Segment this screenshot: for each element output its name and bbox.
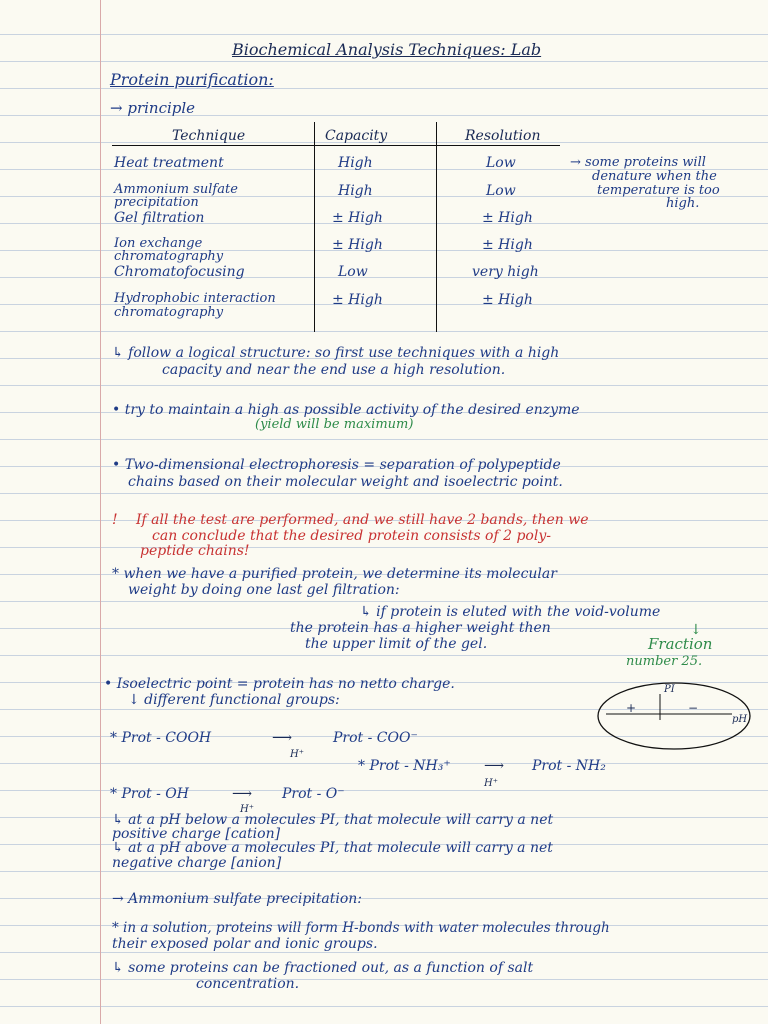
header-capacity: Capacity: [325, 128, 388, 144]
note-two-bands: If all the test are performed, and we still have 2 bands, then we: [136, 512, 589, 528]
note-fractioned-out-cont: concentration.: [196, 976, 300, 992]
equation-carboxyl-right: Prot - COO⁻: [333, 730, 418, 746]
pi-label: PI: [664, 684, 675, 695]
page-title: Biochemical Analysis Techniques: Lab: [232, 40, 542, 59]
note-logical-structure: ↳ follow a logical structure: so first use techniques with a high: [112, 345, 560, 361]
note-2d-electrophoresis-cont: chains based on their molecular weight and isoelectric point.: [128, 474, 563, 490]
equation-hydroxyl-right: Prot - O⁻: [282, 786, 345, 802]
technique-cell: Gel filtration: [114, 210, 205, 226]
note-functional-groups: ↓ different functional groups:: [128, 692, 340, 708]
resolution-cell: ± High: [482, 292, 533, 308]
side-note-line: temperature is too: [597, 183, 720, 198]
h-plus-label: H⁺: [290, 749, 304, 760]
notebook-margin-line: [100, 0, 101, 1024]
side-note-line: → some proteins will: [570, 155, 706, 170]
technique-cell: Ammonium sulfate precipitation: [114, 182, 238, 210]
note-two-bands-cont: can conclude that the desired protein consists of 2 poly-: [152, 528, 551, 544]
header-technique: Technique: [172, 128, 246, 144]
note-molecular-weight: * when we have a purified protein, we determine its molecular: [112, 566, 557, 582]
side-note-line: high.: [666, 196, 700, 211]
note-ph-above-cont: negative charge [anion]: [112, 855, 282, 871]
resolution-cell: very high: [472, 264, 539, 280]
capacity-cell: ± High: [332, 210, 383, 226]
technique-cell: Ion exchange chromatography: [114, 236, 224, 264]
note-isoelectric-point: • Isoelectric point = protein has no netto charge.: [104, 676, 455, 692]
plus-sign: +: [626, 701, 637, 715]
capacity-cell: Low: [338, 264, 368, 280]
note-logical-structure-cont: capacity and near the end use a high resolution.: [162, 362, 506, 378]
note-2d-electrophoresis: • Two-dimensional electrophoresis = separation of polypeptide: [112, 457, 561, 473]
capacity-cell: ± High: [332, 237, 383, 253]
arrow-right-icon: ⟶: [484, 758, 505, 774]
note-ph-below: ↳ at a pH below a molecules PI, that molecule will carry a net: [112, 812, 554, 828]
table-divider-2: [436, 122, 437, 332]
technique-cell: Chromatofocusing: [114, 264, 245, 280]
note-higher-weight: the protein has a higher weight then: [290, 620, 551, 636]
equation-hydroxyl-left: * Prot - OH: [110, 786, 189, 802]
note-activity: • try to maintain a high as possible activity of the desired enzyme: [112, 402, 580, 418]
note-ph-above: ↳ at a pH above a molecules PI, that molecule will carry a net: [112, 840, 553, 856]
resolution-cell: Low: [486, 183, 516, 199]
capacity-cell: High: [338, 183, 373, 199]
capacity-cell: High: [338, 155, 373, 171]
capacity-cell: ± High: [332, 292, 383, 308]
equation-carboxyl-left: * Prot - COOH: [110, 730, 212, 746]
arrow-right-icon: ⟶: [272, 730, 293, 746]
note-fractioned-out: ↳ some proteins can be fractioned out, as a function of salt: [112, 960, 534, 976]
resolution-cell: Low: [486, 155, 516, 171]
principle-label: → principle: [110, 99, 196, 117]
table-header-rule: [112, 145, 560, 146]
note-molecular-weight-cont: weight by doing one last gel filtration:: [128, 582, 400, 598]
note-void-volume: ↳ if protein is eluted with the void-volume: [360, 604, 661, 620]
technique-cell: Heat treatment: [114, 155, 224, 171]
arrow-right-icon: ⟶: [232, 786, 253, 802]
ammonium-heading: → Ammonium sulfate precipitation:: [112, 891, 363, 907]
note-activity-yield: (yield will be maximum): [255, 417, 414, 432]
table-divider-1: [314, 122, 315, 332]
resolution-cell: ± High: [482, 210, 533, 226]
isoelectric-diagram: [596, 680, 754, 752]
note-two-bands-end: peptide chains!: [140, 543, 250, 559]
note-fraction-number: number 25.: [626, 654, 703, 669]
side-note-line: denature when the: [592, 169, 717, 184]
h-plus-label: H⁺: [240, 804, 254, 815]
note-h-bonds-cont: their exposed polar and ionic groups.: [112, 936, 378, 952]
note-fraction: Fraction: [648, 635, 713, 653]
technique-cell: Hydrophobic interaction chromatography: [114, 291, 276, 320]
exclamation-icon: !: [112, 512, 118, 528]
resolution-cell: ± High: [482, 237, 533, 253]
h-plus-label: H⁺: [484, 778, 498, 789]
equation-amine-right: Prot - NH₂: [532, 758, 606, 774]
section-heading: Protein purification:: [110, 70, 274, 89]
ph-label: pH: [732, 714, 748, 725]
note-ph-below-cont: positive charge [cation]: [112, 826, 281, 842]
equation-amine-left: * Prot - NH₃⁺: [358, 758, 451, 774]
minus-sign: −: [688, 701, 699, 715]
note-upper-limit: the upper limit of the gel.: [305, 636, 488, 652]
header-resolution: Resolution: [465, 128, 541, 144]
note-h-bonds: * in a solution, proteins will form H-bonds with water molecules through: [112, 920, 610, 936]
arrow-down-icon: ↓: [690, 622, 702, 638]
